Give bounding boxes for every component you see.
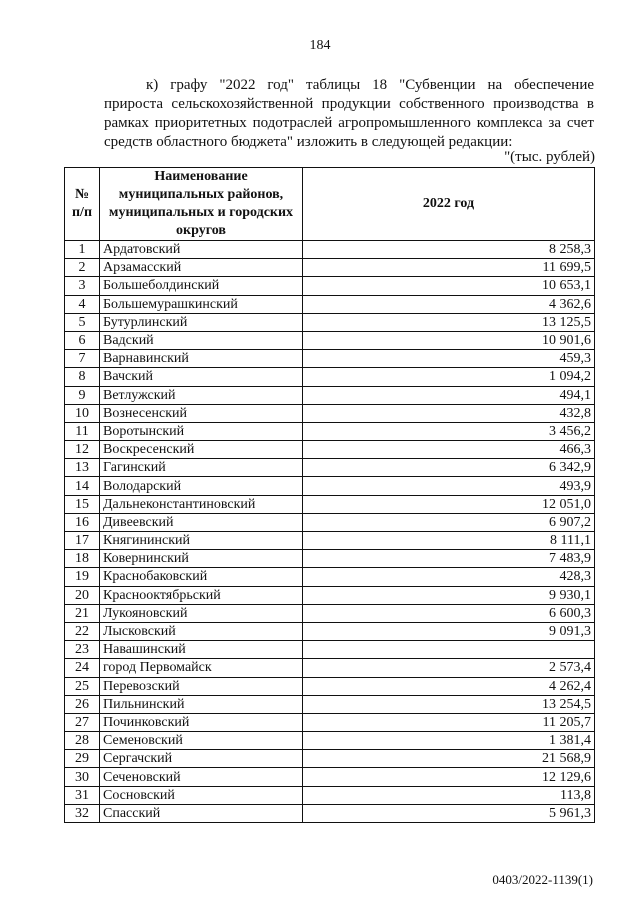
subsidy-value: 1 094,2 xyxy=(303,368,595,386)
subsidy-value: 8 258,3 xyxy=(303,241,595,259)
subsidy-value: 494,1 xyxy=(303,386,595,404)
subsidy-value: 11 699,5 xyxy=(303,259,595,277)
subsidy-value: 13 125,5 xyxy=(303,313,595,331)
row-number: 17 xyxy=(65,532,100,550)
row-number: 15 xyxy=(65,495,100,513)
municipality-name: город Первомайск xyxy=(100,659,303,677)
municipality-name: Вадский xyxy=(100,331,303,349)
subsidy-value: 13 254,5 xyxy=(303,695,595,713)
table-row xyxy=(65,477,595,495)
municipality-name: Ардатовский xyxy=(100,241,303,259)
table-row xyxy=(65,659,595,677)
table-row xyxy=(65,386,595,404)
municipality-name: Лысковский xyxy=(100,622,303,640)
municipality-name: Гагинский xyxy=(100,459,303,477)
row-number: 28 xyxy=(65,732,100,750)
subsidy-value: 10 901,6 xyxy=(303,331,595,349)
municipality-name: Арзамасский xyxy=(100,259,303,277)
municipality-name: Володарский xyxy=(100,477,303,495)
header-num: № п/п xyxy=(65,168,100,241)
row-number: 1 xyxy=(65,241,100,259)
row-number: 9 xyxy=(65,386,100,404)
table-row xyxy=(65,586,595,604)
subsidy-value: 3 456,2 xyxy=(303,422,595,440)
table-header-row xyxy=(65,168,595,241)
table-row xyxy=(65,259,595,277)
row-number: 31 xyxy=(65,786,100,804)
subsidy-value: 12 051,0 xyxy=(303,495,595,513)
subsidy-value: 7 483,9 xyxy=(303,550,595,568)
table-row xyxy=(65,641,595,659)
table-row xyxy=(65,277,595,295)
row-number: 32 xyxy=(65,804,100,822)
subsidy-value: 428,3 xyxy=(303,568,595,586)
municipality-name: Пильнинский xyxy=(100,695,303,713)
table-row xyxy=(65,786,595,804)
intro-paragraph xyxy=(104,76,594,152)
table-row xyxy=(65,568,595,586)
table-row xyxy=(65,713,595,731)
row-number: 24 xyxy=(65,659,100,677)
subsidy-value: 12 129,6 xyxy=(303,768,595,786)
table-row xyxy=(65,459,595,477)
table-row xyxy=(65,677,595,695)
municipality-name: Лукояновский xyxy=(100,604,303,622)
subsidy-value: 493,9 xyxy=(303,477,595,495)
subsidy-value: 9 930,1 xyxy=(303,586,595,604)
municipality-name: Навашинский xyxy=(100,641,303,659)
row-number: 8 xyxy=(65,368,100,386)
municipality-name: Воскресенский xyxy=(100,441,303,459)
table-row xyxy=(65,732,595,750)
municipality-name: Воротынский xyxy=(100,422,303,440)
header-name: Наименование муниципальных районов, муниципальных и городских округов xyxy=(100,168,303,241)
municipality-name: Ветлужский xyxy=(100,386,303,404)
document-code: 0403/2022-1139(1) xyxy=(492,872,593,887)
subsidy-value: 4 262,4 xyxy=(303,677,595,695)
subsidy-value: 1 381,4 xyxy=(303,732,595,750)
page-number: 184 xyxy=(309,38,331,53)
row-number: 3 xyxy=(65,277,100,295)
row-number: 23 xyxy=(65,641,100,659)
municipality-name: Сосновский xyxy=(100,786,303,804)
table-row xyxy=(65,295,595,313)
row-number: 10 xyxy=(65,404,100,422)
table-row xyxy=(65,750,595,768)
subsidy-value: 6 600,3 xyxy=(303,604,595,622)
subsidy-value xyxy=(303,641,595,659)
table-row xyxy=(65,622,595,640)
table-row xyxy=(65,350,595,368)
municipality-name: Краснобаковский xyxy=(100,568,303,586)
row-number: 11 xyxy=(65,422,100,440)
table-row xyxy=(65,441,595,459)
table-row xyxy=(65,513,595,531)
row-number: 7 xyxy=(65,350,100,368)
row-number: 22 xyxy=(65,622,100,640)
table-row xyxy=(65,768,595,786)
municipality-name: Ковернинский xyxy=(100,550,303,568)
municipality-name: Сеченовский xyxy=(100,768,303,786)
municipality-name: Большемурашкинский xyxy=(100,295,303,313)
row-number: 18 xyxy=(65,550,100,568)
row-number: 2 xyxy=(65,259,100,277)
subsidy-value: 4 362,6 xyxy=(303,295,595,313)
subsidy-value: 11 205,7 xyxy=(303,713,595,731)
table-body xyxy=(65,241,595,823)
header-value: 2022 год xyxy=(303,168,595,241)
table-row xyxy=(65,532,595,550)
row-number: 29 xyxy=(65,750,100,768)
subsidy-value: 466,3 xyxy=(303,441,595,459)
subsidy-value: 6 907,2 xyxy=(303,513,595,531)
table-row xyxy=(65,313,595,331)
subsidy-value: 432,8 xyxy=(303,404,595,422)
municipality-name: Варнавинский xyxy=(100,350,303,368)
municipality-name: Вознесенский xyxy=(100,404,303,422)
row-number: 16 xyxy=(65,513,100,531)
table-row xyxy=(65,404,595,422)
municipality-name: Дивеевский xyxy=(100,513,303,531)
row-number: 27 xyxy=(65,713,100,731)
municipality-name: Спасский xyxy=(100,804,303,822)
row-number: 25 xyxy=(65,677,100,695)
municipality-name: Перевозский xyxy=(100,677,303,695)
row-number: 19 xyxy=(65,568,100,586)
subsidy-value: 6 342,9 xyxy=(303,459,595,477)
table-row xyxy=(65,804,595,822)
municipality-name: Семеновский xyxy=(100,732,303,750)
row-number: 26 xyxy=(65,695,100,713)
row-number: 6 xyxy=(65,331,100,349)
table-row xyxy=(65,241,595,259)
municipality-name: Починковский xyxy=(100,713,303,731)
municipality-name: Бутурлинский xyxy=(100,313,303,331)
row-number: 4 xyxy=(65,295,100,313)
subsidy-value: 113,8 xyxy=(303,786,595,804)
table-row xyxy=(65,422,595,440)
municipality-name: Сергачский xyxy=(100,750,303,768)
row-number: 21 xyxy=(65,604,100,622)
table-row xyxy=(65,695,595,713)
table-row xyxy=(65,604,595,622)
subsidy-value: 2 573,4 xyxy=(303,659,595,677)
intro-line-1: к) графу "2022 год" таблицы 18 "Субвенции на обеспечение xyxy=(146,77,594,93)
row-number: 5 xyxy=(65,313,100,331)
subsidy-value: 8 111,1 xyxy=(303,532,595,550)
municipality-name: Большеболдинский xyxy=(100,277,303,295)
table-row xyxy=(65,550,595,568)
table-row xyxy=(65,331,595,349)
subsidies-table xyxy=(64,167,595,823)
subsidy-value: 9 091,3 xyxy=(303,622,595,640)
row-number: 13 xyxy=(65,459,100,477)
table-row xyxy=(65,368,595,386)
intro-line-3: рамках приоритетных подотраслей агропромышленного комплекса за счет xyxy=(104,115,594,131)
table-row xyxy=(65,495,595,513)
row-number: 30 xyxy=(65,768,100,786)
subsidy-value: 10 653,1 xyxy=(303,277,595,295)
row-number: 12 xyxy=(65,441,100,459)
row-number: 20 xyxy=(65,586,100,604)
municipality-name: Краснооктябрьский xyxy=(100,586,303,604)
subsidy-value: 5 961,3 xyxy=(303,804,595,822)
subsidy-value: 459,3 xyxy=(303,350,595,368)
municipality-name: Княгининский xyxy=(100,532,303,550)
units-label: "(тыс. рублей) xyxy=(504,149,595,165)
intro-line-2: прироста сельскохозяйственной продукции собственного производства в xyxy=(104,96,594,112)
intro-line-4: средств областного бюджета" изложить в следующей редакции: xyxy=(104,134,513,150)
municipality-name: Дальнеконстантиновский xyxy=(100,495,303,513)
row-number: 14 xyxy=(65,477,100,495)
municipality-name: Вачский xyxy=(100,368,303,386)
subsidy-value: 21 568,9 xyxy=(303,750,595,768)
